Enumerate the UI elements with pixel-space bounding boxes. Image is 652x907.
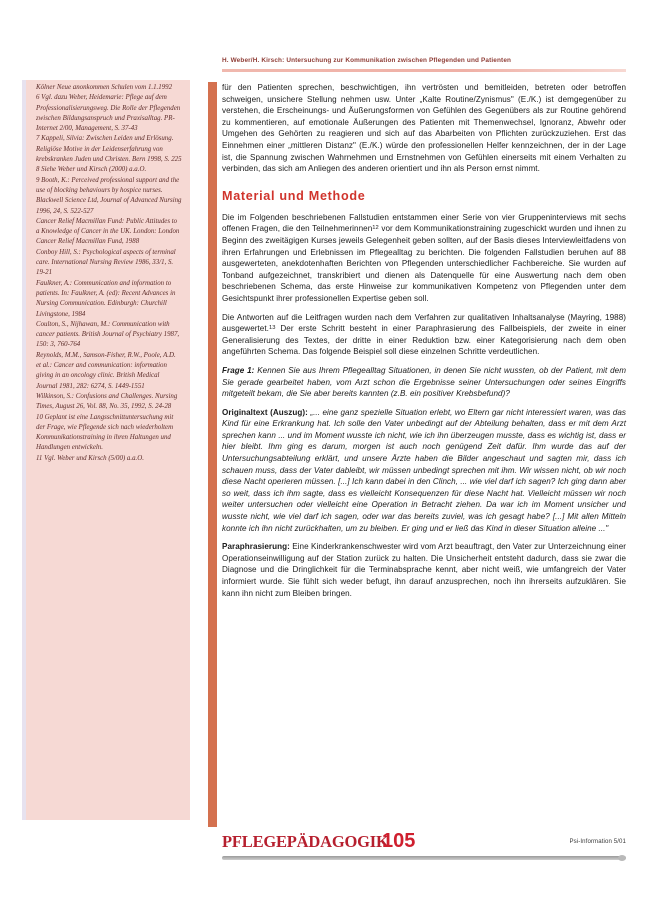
original-quote-block xyxy=(222,407,626,535)
footnote-item: 11 Vgl. Weber und Kirsch (5/00) a.a.O. xyxy=(36,454,144,462)
footnotes-column xyxy=(26,80,190,820)
footnote-item: Coulton, S., Nijhawan, M.: Communication with cancer patients. British Journal of Psychiatry 1987, 150: 3, 760-764 xyxy=(36,320,180,349)
page-number: 105 xyxy=(382,830,416,852)
footnote-item: 6 Vgl. dazu Weber, Heidemarie: Pflege auf dem Professionalisierungsweg. Die Rolle der Pflegenden zwischen Bildungsanspruch und Praxisalltag. PR-Internet 2/00, Management, S. 37-43 xyxy=(36,94,181,133)
body-paragraph-1: für den Patienten sprechen, beschwichtigen, ihn vertrösten und bemitleiden, betreten oder betroffen schweigen, unsichere Stellung nehmen usw. Unter „Kalte Routine/Zynismus" (E./K.) ist demgegenüber zu verstehen, die Erscheinungs- und Äußerungsformen von Gefühlen des Gegenübers als zur Routine gehörend zu kommentieren, auf emotionale Äußerungen des Patienten mit Themenwechsel, Ignoranz, Abwehr oder Umgehen des Gehörten zu reagieren und sich auf das Abarbeiten von Pflichten zurückzuziehen. Erst das Einnehmen einer „mittleren Distanz" (E./K.) würde den professionellen Helfer kennzeichnen, der in der Lage ist, die Spannung zwischen Wahrnehmen und Ernstnehmen von Gefühlen einerseits mit einem Verhalten zu verbinden, das sich am Anliegen des anderen orientiert und ihn als Person ernst nimmt. xyxy=(222,83,626,174)
column-accent-bar xyxy=(208,82,217,827)
page-footer xyxy=(222,832,626,866)
issue-label: Psi-Information 5/01 xyxy=(569,838,626,845)
paraphrase-text: Eine Kinderkrankenschwester wird vom Arzt beauftragt, den Vater zur Unterzeichnung einer Operationseinwilligung auf der Station zurück zu halten. Die Unsicherheit entsteht dadurch, dass sie zwar die Diagnose und die Dringlichkeit für die Terminabsprache kennt, aber nicht weiß, wie umfangreich der Vater informiert wurde. Sie fühlt sich weder befugt, ihn darauf anzusprechen, noch ihn ihrerseits aufzuklären. Sie kann ihn nicht zum Bleiben bringen. xyxy=(222,542,626,598)
footer-rule xyxy=(222,856,626,860)
paragraph-2-part-a: Die im Folgenden beschriebenen Fallstudien entstammen einer Serie von vier Gruppeninterviews mit sechs offenen Fragen, die den Teilnehmerinnen xyxy=(222,212,626,234)
footnote-marker-12: 12 xyxy=(372,225,379,232)
paragraph-3-part-b: Der erste Schritt besteht in einer Paraphrasierung des Fallbeispiels, der zweite in einer Generalisierung des Textes, der dritte in einer Reduktion bzw. einer Kategorisierung nach dem oben angeführten Schema. Das folgende Beispiel soll diese einzelnen Schritte verdeutlichen. xyxy=(222,324,626,357)
running-header: H. Weber/H. Kirsch: Untersuchung zur Kommunikation zwischen Pflegenden und Patienten xyxy=(222,57,512,64)
original-quote-text: „... eine ganz spezielle Situation erlebt, wo Eltern gar nicht interessiert waren, was das Kind für eine Erkrankung hat. Ich solle den Vater unbedingt auf der Abteilung behalten, dass er mit dem Arzt sprechen kann ... und im Moment wusste ich nicht, wie ich ihn überzeugen musste, dass es wichtig ist, dass er hier bleibt. Ihm ging es darum, morgen ist auch noch genügend Zeit dafür. Ihm wurde das auf der Untersuchungsabteilung erklärt, und unsere Ärzte haben die Bilder angeschaut und sagten mir, dass ich schauen muss, dass der Vater dableibt, wir müssen unbedingt sprechen mit ihm. Wir wissen nicht, ob wir noch diese Nacht operieren müssen. [...] Ich kann dabei in den Clinch, ... wie viel darf ich sagen? Ich ging dann aber so weit, dass ich ihm sagte, dass es vielleicht Konsequenzen für diese Nacht hat. Vielleicht müssen wir noch weiter untersuchen oder vielleicht eine Operation in Betracht ziehen. Da war ich im Moment unsicher und wusste nicht, wie viel darf ich sagen, oder war das bereits zuviel, was ich gesagt habe? [...] Mit allen Mitteln konnte ich ihn nicht zurückhalten, um zu bleiben. Er ging und er ließ das Kind in dieser Situation alleine ..." xyxy=(222,407,627,533)
footnote-item: Wilkinson, S.: Confusions and Challenges. Nursing Times, August 26, Vol. 88, No. 35, 1992, S. 24-28 xyxy=(36,392,178,411)
footnote-item: Kölner Neue anonkommen Schulen vom 1.1.1992 xyxy=(36,84,173,91)
footnote-item: Reynolds, M.M., Samson-Fisher, R.W., Poole, A.D. et al.: Cancer and communication: information giving in an oncology clinic. British Medical Journal 1981, 282: 6274, S. 1449-1551 xyxy=(36,351,176,390)
footnote-item: Faulkner, A.: Communication and information to patients. In: Faulkner, A. (ed): Recent Advances in Nursing Communication. Edinburgh: Churchill Livingstone, 1984 xyxy=(36,279,176,318)
footnote-item: 10 Geplant ist eine Langsschnittuntersuchung mit der Frage, wie Pflegende sich nach wiederholtem Kommunikationstraining in ihren Haltungen und Handlungen entwickeln. xyxy=(36,413,174,452)
footer-rule-cap xyxy=(618,855,626,861)
footnote-item: 9 Booth, K.: Perceived professional support and the use of blocking behaviours by hospice nurses. Blackwell Science Ltd, Journal of Advanced Nursing 1996, 24, S. 522-527 xyxy=(36,176,182,215)
footnote-item: Cancer Relief Macmillan Fund: Public Attitudes to a Knowledge of Cancer in the UK. London: London Cancer Relief Macmillan Fund, 1988 xyxy=(36,217,180,246)
paragraph-2-part-b: vor dem Kommunikationstraining zugeschickt wurden und ihnen zu Beginn des zweitägigen Kurses jeweils Gelegenheit geben sollten, auf der Basis dieses Interviewleitfadens von ihren Erfahrungen und Erlebnissen im Pflegealltag zu berichten. Die folgenden Fallstudien beruhen auf 88 ausgewerteten, anekdotenhaften Berichten von Pflegenden unterschiedlicher Fachbereiche. Sie wurden auf Tonband aufgezeichnet, transkribiert und dienen als Datenquelle für eine Auswertung nach dem oben beschriebenen Schema, das erste Hinweise zur kommunikativen Kompetenz von Pflegenden unter dem Gesichtspunkt ihrer professionellen Expertise geben soll. xyxy=(222,224,626,303)
footnote-item: 8 Siehe Weber und Kirsch (2000) a.a.O. xyxy=(36,166,147,174)
body-paragraph-2 xyxy=(222,212,626,305)
paraphrase-label: Paraphrasierung: xyxy=(222,542,290,552)
original-quote-label: Originaltext (Auszug): xyxy=(222,407,308,417)
main-text-column xyxy=(222,82,626,606)
footnote-marker-13: 13 xyxy=(268,325,276,332)
section-heading-material-und-methode: Material und Methode xyxy=(222,188,366,203)
body-paragraph-3 xyxy=(222,312,626,358)
footnote-item: Conboy Hill, S.: Psychological aspects of terminal care. International Nursing Review 1986, 33/1, S. 19-21 xyxy=(36,248,176,277)
journal-brand: PFLEGEPÄDAGOGIK xyxy=(222,832,389,851)
footnote-item: 7 Kappeli, Silvia: Zwischen Leiden und Erlösung. Religiöse Motive in der Leidenserfahrung von krebskranken Juden und Christen. Bern 1998, S. 225 xyxy=(36,135,182,164)
question-label: Frage 1: xyxy=(222,365,255,375)
running-header-rule xyxy=(222,69,626,72)
paragraph-3-part-a: Die Antworten auf die Leitfragen wurden nach dem Verfahren zur qualitativen Inhaltsanalyse (Mayring, 1988) ausgewertet. xyxy=(222,312,626,334)
question-text: Kennen Sie aus Ihrem Pflegealltag Situationen, in denen Sie nicht wussten, ob der Patient, mit dem Sie gerade gearbeitet haben, vom Arzt schon die Ergebnisse seiner Untersuchungen oder seines Eingriffs mitgeteilt bekam, die Sie aber bereits kannten (z.B. ein positiver Krebsbefund)? xyxy=(222,365,626,399)
question-block xyxy=(222,365,626,400)
paraphrase-block xyxy=(222,541,626,599)
